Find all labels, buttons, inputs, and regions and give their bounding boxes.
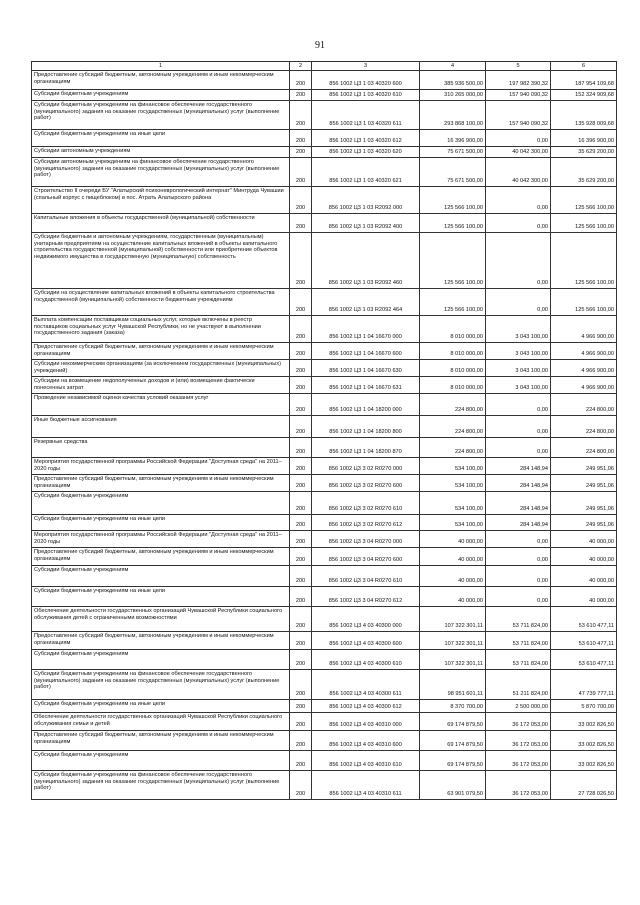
row-name: Субсидии бюджетным учреждениям [32,566,290,587]
row-classification-code: 856 1002 Ц3 3 04 R0270 612 [312,587,420,607]
row-amount-column-6: 135 928 009,68 [551,101,617,130]
row-amount-column-4: 69 174 879,50 [420,731,486,751]
row-classification-code: 856 1002 Ц3 1 04 18200 000 [312,394,420,416]
table-row [32,289,617,316]
row-amount-column-4: 107 322 301,11 [420,607,486,632]
row-amount-column-6: 16 396 900,00 [551,130,617,147]
row-column-2: 200 [290,632,312,650]
row-classification-code: 856 1002 Ц3 4 03 40300 610 [312,650,420,670]
row-amount-column-5: 284 148,94 [486,515,551,531]
row-classification-code: 856 1002 Ц3 1 04 16670 630 [312,360,420,377]
table-row [32,515,617,531]
row-amount-column-5: 3 043 100,00 [486,360,551,377]
row-column-2: 200 [290,187,312,214]
row-name: Резервные средства [32,438,290,458]
row-column-2: 200 [290,343,312,360]
row-amount-column-4: 125 566 100,00 [420,289,486,316]
row-classification-code: 856 1002 Ц3 4 03 40300 600 [312,632,420,650]
row-amount-column-4: 224 800,00 [420,394,486,416]
row-name: Субсидии бюджетным учреждениям [32,492,290,515]
row-amount-column-6: 187 954 109,68 [551,71,617,90]
row-name: Обеспечение деятельности государственных организаций Чувашской Республики социального обслуживания детей с ограниченными возможностями [32,607,290,632]
table-row [32,71,617,90]
row-column-2: 200 [290,438,312,458]
row-amount-column-5: 53 711 824,00 [486,632,551,650]
row-name: Субсидии бюджетным учреждениям на финансовое обеспечение государственного (муниципального) задания на оказание государственных (муниципальных) услуг (выполнение работ) [32,101,290,130]
row-amount-column-5: 197 982 390,32 [486,71,551,90]
row-column-2: 200 [290,316,312,343]
table-row [32,771,617,800]
row-classification-code: 856 1002 Ц3 4 03 40310 611 [312,771,420,800]
row-name: Предоставление субсидий бюджетным, автономным учреждениям и иным некоммерческим организациям [32,548,290,566]
row-classification-code: 856 1002 Ц3 1 03 R2092 400 [312,214,420,233]
row-name: Выплата компенсации поставщикам социальных услуг, которые включены в реестр поставщиков социальных услуг Чувашской Республики, но не участвуют в выполнении государственного задания (заказа) [32,316,290,343]
row-classification-code: 856 1002 Ц3 1 04 16670 631 [312,377,420,394]
row-amount-column-6: 249 951,06 [551,515,617,531]
row-name: Предоставление субсидий бюджетным, автономным учреждениям и иным некоммерческим организациям [32,71,290,90]
row-amount-column-4: 8 010 000,00 [420,377,486,394]
table-row [32,751,617,771]
row-amount-column-5: 2 500 000,00 [486,700,551,713]
row-amount-column-6: 33 002 826,50 [551,713,617,731]
page-number: 91 [315,40,325,51]
row-amount-column-4: 8 010 000,00 [420,360,486,377]
row-name: Субсидии автономным учреждениям на финансовое обеспечение государственного (муниципального) задания на оказание государственных (муниципальных) услуг (выполнение работ) [32,158,290,187]
table-row [32,713,617,731]
row-amount-column-6: 40 000,00 [551,566,617,587]
row-amount-column-6: 33 002 826,50 [551,751,617,771]
row-classification-code: 856 1002 Ц3 1 03 R2092 000 [312,187,420,214]
row-amount-column-6: 53 610 477,11 [551,607,617,632]
table-row [32,316,617,343]
row-name: Субсидии бюджетным учреждениям на иные цели [32,700,290,713]
header-row [32,62,617,71]
row-amount-column-5: 157 940 090,32 [486,90,551,101]
row-amount-column-5: 3 043 100,00 [486,343,551,360]
column-header: 3 [312,62,420,71]
row-classification-code: 856 1002 Ц3 1 03 40320 612 [312,130,420,147]
row-classification-code: 856 1002 Ц3 4 03 40310 000 [312,713,420,731]
row-amount-column-4: 75 671 500,00 [420,147,486,158]
row-classification-code: 856 1002 Ц3 3 04 R0270 000 [312,531,420,548]
row-name: Предоставление субсидий бюджетным, автономным учреждениям и иным некоммерческим организациям [32,731,290,751]
table-row [32,607,617,632]
row-amount-column-4: 8 010 000,00 [420,316,486,343]
row-amount-column-5: 36 172 053,00 [486,731,551,751]
table-row [32,492,617,515]
row-column-2: 200 [290,214,312,233]
row-column-2: 200 [290,394,312,416]
row-amount-column-5: 40 042 300,00 [486,158,551,187]
row-classification-code: 856 1002 Ц3 1 03 40320 611 [312,101,420,130]
row-classification-code: 856 1002 Ц3 4 03 40310 600 [312,731,420,751]
row-classification-code: 856 1002 Ц3 3 04 R0270 610 [312,566,420,587]
row-name: Субсидии бюджетным учреждениям на финансовое обеспечение государственного (муниципального) задания на оказание государственных (муниципальных) услуг (выполнение работ) [32,771,290,800]
row-amount-column-6: 224 800,00 [551,438,617,458]
table-row [32,394,617,416]
row-amount-column-6: 40 000,00 [551,548,617,566]
row-column-2: 200 [290,130,312,147]
row-name: Иные бюджетные ассигнования [32,416,290,438]
row-amount-column-6: 125 566 100,00 [551,187,617,214]
row-classification-code: 856 1002 Ц3 1 03 40320 621 [312,158,420,187]
row-amount-column-4: 534 100,00 [420,458,486,475]
row-column-2: 200 [290,233,312,289]
row-classification-code: 856 1002 Ц3 4 03 40300 612 [312,700,420,713]
row-name: Субсидии бюджетным учреждениям на иные цели [32,515,290,531]
row-amount-column-4: 107 322 301,11 [420,632,486,650]
table-row [32,438,617,458]
row-classification-code: 856 1002 Ц3 1 04 16670 600 [312,343,420,360]
row-amount-column-5: 284 148,94 [486,475,551,492]
row-amount-column-6: 224 800,00 [551,416,617,438]
row-amount-column-6: 249 951,06 [551,492,617,515]
table-row [32,475,617,492]
row-amount-column-6: 35 629 200,00 [551,158,617,187]
row-name: Субсидии бюджетным учреждениям [32,90,290,101]
row-amount-column-5: 157 940 090,32 [486,101,551,130]
row-name: Предоставление субсидий бюджетным, автономным учреждениям и иным некоммерческим организациям [32,632,290,650]
table-row [32,548,617,566]
row-column-2: 200 [290,377,312,394]
row-classification-code: 856 1002 Ц3 1 03 R2092 464 [312,289,420,316]
table-row [32,377,617,394]
row-classification-code: 856 1002 Ц3 1 04 18200 800 [312,416,420,438]
row-amount-column-4: 107 322 301,11 [420,650,486,670]
row-amount-column-5: 0,00 [486,438,551,458]
row-amount-column-4: 75 671 500,00 [420,158,486,187]
row-amount-column-4: 8 010 000,00 [420,343,486,360]
row-amount-column-5: 0,00 [486,130,551,147]
table-row [32,670,617,700]
row-amount-column-5: 0,00 [486,289,551,316]
row-amount-column-5: 36 172 053,00 [486,771,551,800]
row-classification-code: 856 1002 Ц3 4 03 40310 610 [312,751,420,771]
row-amount-column-5: 0,00 [486,394,551,416]
row-column-2: 200 [290,416,312,438]
row-amount-column-5: 284 148,94 [486,458,551,475]
row-classification-code: 856 1002 Ц3 3 04 R0270 600 [312,548,420,566]
row-amount-column-5: 53 711 824,00 [486,607,551,632]
row-name: Субсидии на возмещение недополученных доходов и (или) возмещение фактически понесенных затрат [32,377,290,394]
row-column-2: 200 [290,492,312,515]
row-name: Предоставление субсидий бюджетным, автономным учреждениям и иным некоммерческим организациям [32,475,290,492]
row-amount-column-4: 69 174 879,50 [420,751,486,771]
row-column-2: 200 [290,607,312,632]
row-amount-column-4: 224 800,00 [420,438,486,458]
row-amount-column-4: 40 000,00 [420,531,486,548]
table-row [32,700,617,713]
row-name: Субсидии бюджетным учреждениям на иные цели [32,587,290,607]
row-name: Мероприятия государственной программы Российской Федерации "Доступная среда" на 2011–2020 годы [32,531,290,548]
row-amount-column-6: 4 966 900,00 [551,360,617,377]
row-amount-column-6: 152 324 909,68 [551,90,617,101]
row-name: Субсидии на осуществление капитальных вложений в объекты капитального строительства государственной (муниципальной) собственности бюджетным учреждениям [32,289,290,316]
table-row [32,158,617,187]
table-row [32,90,617,101]
row-column-2: 200 [290,587,312,607]
table-row [32,587,617,607]
row-amount-column-5: 0,00 [486,531,551,548]
table-row [32,566,617,587]
row-classification-code: 856 1002 Ц3 1 03 40320 610 [312,90,420,101]
table-row [32,101,617,130]
table-row [32,632,617,650]
row-name: Обеспечение деятельности государственных организаций Чувашской Республики социального обслуживания семьи и детей [32,713,290,731]
row-amount-column-6: 4 966 900,00 [551,343,617,360]
row-column-2: 200 [290,360,312,377]
row-amount-column-4: 40 000,00 [420,587,486,607]
row-amount-column-5: 0,00 [486,187,551,214]
row-amount-column-5: 0,00 [486,416,551,438]
row-amount-column-4: 310 265 000,00 [420,90,486,101]
row-name: Капитальные вложения в объекты государственной (муниципальной) собственности [32,214,290,233]
row-amount-column-4: 69 174 879,50 [420,713,486,731]
table-row [32,130,617,147]
row-amount-column-5: 53 711 824,00 [486,650,551,670]
row-column-2: 200 [290,713,312,731]
column-header: 2 [290,62,312,71]
table-row [32,343,617,360]
row-amount-column-5: 0,00 [486,214,551,233]
row-amount-column-6: 125 566 100,00 [551,289,617,316]
row-amount-column-4: 534 100,00 [420,475,486,492]
row-amount-column-4: 40 000,00 [420,548,486,566]
row-classification-code: 856 1002 Ц3 3 02 R0270 612 [312,515,420,531]
row-classification-code: 856 1002 Ц3 1 03 R2092 460 [312,233,420,289]
row-amount-column-6: 53 610 477,11 [551,650,617,670]
row-amount-column-4: 224 800,00 [420,416,486,438]
row-classification-code: 856 1002 Ц3 1 04 18200 870 [312,438,420,458]
row-amount-column-5: 0,00 [486,587,551,607]
row-name: Субсидии бюджетным учреждениям [32,650,290,670]
table-row [32,233,617,289]
row-amount-column-6: 4 966 900,00 [551,377,617,394]
row-column-2: 200 [290,515,312,531]
row-name: Строительство II очереди БУ "Алатырский психоневрологический интернат" Минтруда Чувашии (спальный корпус с пищеблоком) в пос. Атрать Алатырского района [32,187,290,214]
column-header: 5 [486,62,551,71]
row-column-2: 200 [290,751,312,771]
row-column-2: 200 [290,531,312,548]
row-column-2: 200 [290,670,312,700]
row-classification-code: 856 1002 Ц3 1 04 16670 000 [312,316,420,343]
row-amount-column-6: 224 800,00 [551,394,617,416]
row-amount-column-4: 16 396 900,00 [420,130,486,147]
row-column-2: 200 [290,548,312,566]
row-amount-column-6: 125 566 100,00 [551,214,617,233]
row-amount-column-6: 249 951,06 [551,475,617,492]
table-row [32,731,617,751]
row-name: Субсидии бюджетным учреждениям на иные цели [32,130,290,147]
row-amount-column-5: 36 172 053,00 [486,751,551,771]
row-amount-column-6: 4 966 900,00 [551,316,617,343]
row-column-2: 200 [290,101,312,130]
row-name: Предоставление субсидий бюджетным, автономным учреждениям и иным некоммерческим организациям [32,343,290,360]
row-name: Субсидии бюджетным учреждениям на финансовое обеспечение государственного (муниципального) задания на оказание государственных (муниципальных) услуг (выполнение работ) [32,670,290,700]
row-classification-code: 856 1002 Ц3 4 03 40300 000 [312,607,420,632]
row-column-2: 200 [290,289,312,316]
row-amount-column-6: 53 610 477,11 [551,632,617,650]
table-row [32,531,617,548]
row-amount-column-6: 27 728 026,50 [551,771,617,800]
row-column-2: 200 [290,458,312,475]
row-amount-column-6: 125 566 100,00 [551,233,617,289]
row-amount-column-4: 125 566 100,00 [420,187,486,214]
row-classification-code: 856 1002 Ц3 3 02 R0270 600 [312,475,420,492]
table-row [32,458,617,475]
table-row [32,187,617,214]
column-header: 6 [551,62,617,71]
row-classification-code: 856 1002 Ц3 3 02 R0270 610 [312,492,420,515]
row-amount-column-5: 284 148,94 [486,492,551,515]
row-amount-column-4: 125 566 100,00 [420,214,486,233]
table-row [32,214,617,233]
row-amount-column-5: 3 043 100,00 [486,316,551,343]
row-column-2: 200 [290,90,312,101]
row-column-2: 200 [290,158,312,187]
row-amount-column-5: 40 042 300,00 [486,147,551,158]
row-name: Субсидии бюджетным учреждениям [32,751,290,771]
row-amount-column-6: 249 951,06 [551,458,617,475]
row-name: Проведение независимой оценки качества условий оказания услуг [32,394,290,416]
row-amount-column-6: 5 870 700,00 [551,700,617,713]
column-header: 1 [32,62,290,71]
row-column-2: 200 [290,650,312,670]
row-amount-column-4: 534 100,00 [420,515,486,531]
table-row [32,416,617,438]
row-amount-column-5: 36 172 053,00 [486,713,551,731]
row-column-2: 200 [290,475,312,492]
row-amount-column-4: 40 000,00 [420,566,486,587]
row-classification-code: 856 1002 Ц3 1 03 40320 600 [312,71,420,90]
row-amount-column-6: 33 002 826,50 [551,731,617,751]
row-column-2: 200 [290,700,312,713]
row-amount-column-6: 40 000,00 [551,587,617,607]
row-amount-column-4: 98 951 601,11 [420,670,486,700]
row-amount-column-5: 0,00 [486,566,551,587]
row-name: Мероприятия государственной программы Российской Федерации "Доступная среда" на 2011–2020 годы [32,458,290,475]
budget-table [31,61,617,800]
row-column-2: 200 [290,731,312,751]
row-name: Субсидии бюджетным и автономным учреждениям, государственным (муниципальным) унитарным предприятиям на осуществление капитальных вложений в объекты капитального строительства государственной (муниципальной) собственности или приобретение объектов недвижимого имущества в государственную (муниципальную) собственность [32,233,290,289]
row-amount-column-6: 35 629 200,00 [551,147,617,158]
table-row [32,360,617,377]
row-classification-code: 856 1002 Ц3 4 03 40300 611 [312,670,420,700]
row-amount-column-5: 0,00 [486,548,551,566]
row-name: Субсидии автономным учреждениям [32,147,290,158]
row-amount-column-6: 47 739 777,11 [551,670,617,700]
row-amount-column-5: 0,00 [486,233,551,289]
row-column-2: 200 [290,71,312,90]
row-amount-column-4: 385 936 500,00 [420,71,486,90]
table-row [32,147,617,158]
row-amount-column-4: 293 868 100,00 [420,101,486,130]
row-column-2: 200 [290,566,312,587]
row-amount-column-6: 40 000,00 [551,531,617,548]
row-amount-column-4: 63 901 079,50 [420,771,486,800]
row-classification-code: 856 1002 Ц3 3 02 R0270 000 [312,458,420,475]
row-classification-code: 856 1002 Ц3 1 03 40320 620 [312,147,420,158]
row-name: Субсидии некоммерческим организациям (за исключением государственных (муниципальных) учреждений) [32,360,290,377]
row-amount-column-4: 125 566 100,00 [420,233,486,289]
row-amount-column-4: 534 100,00 [420,492,486,515]
row-column-2: 200 [290,147,312,158]
row-amount-column-5: 3 043 100,00 [486,377,551,394]
row-amount-column-4: 8 370 700,00 [420,700,486,713]
column-header: 4 [420,62,486,71]
row-amount-column-5: 51 211 824,00 [486,670,551,700]
table-row [32,650,617,670]
row-column-2: 200 [290,771,312,800]
